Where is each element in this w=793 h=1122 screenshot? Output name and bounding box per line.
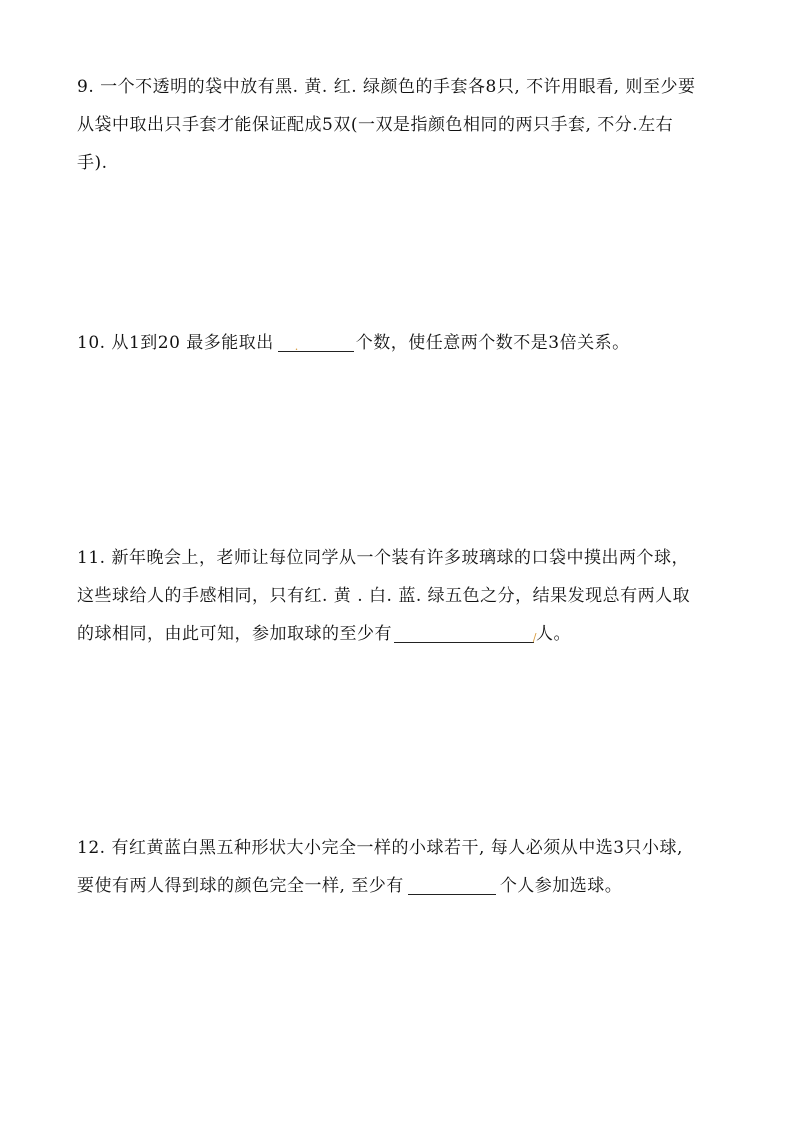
question-12-line-1: 12. 有红黄蓝白黑五种形状大小完全一样的小球若干, 每人必须从中选3只小球, (77, 838, 683, 858)
question-12-text-after: 个人参加选球。 (499, 876, 623, 896)
question-11 (77, 539, 727, 653)
answer-blank-12[interactable] (408, 872, 496, 895)
question-12-text-before: 要使有两人得到球的颜色完全一样, 至少有 (77, 876, 404, 896)
question-12 (77, 829, 727, 905)
answer-blank-11-mark: / (532, 631, 537, 644)
question-10 (77, 324, 727, 362)
answer-blank-11[interactable] (394, 620, 537, 644)
question-9-line-1: 9. 一个不透明的袋中放有黑. 黄. 红. 绿颜色的手套各8只, 不许用眼看, 则至少要 (77, 77, 696, 97)
answer-blank-10-mark: . (294, 340, 299, 353)
question-11-line-1: 11. 新年晚会上，老师让每位同学从一个装有许多玻璃球的口袋中摸出两个球， (77, 548, 689, 568)
question-10-text-before: 10. 从1到20 最多能取出 (77, 333, 274, 353)
question-10-line (77, 324, 727, 362)
question-12-line-2 (77, 867, 727, 905)
question-11-line-3 (77, 615, 727, 653)
question-9-line-3: 手). (77, 153, 108, 173)
question-11-text-after: 人。 (536, 624, 571, 644)
question-9-line-2: 从袋中取出只手套才能保证配成5双(一双是指颜色相同的两只手套, 不分.左右 (77, 115, 674, 135)
answer-blank-10[interactable] (278, 329, 354, 352)
question-11-line-2: 这些球给人的手感相同，只有红. 黄 . 白. 蓝. 绿五色之分，结果发现总有两人取 (77, 586, 691, 606)
question-11-text-before: 的球相同，由此可知，参加取球的至少有 (77, 624, 392, 644)
question-9 (77, 68, 727, 182)
question-10-text-after: 个数，使任意两个数不是3倍关系。 (355, 333, 630, 353)
